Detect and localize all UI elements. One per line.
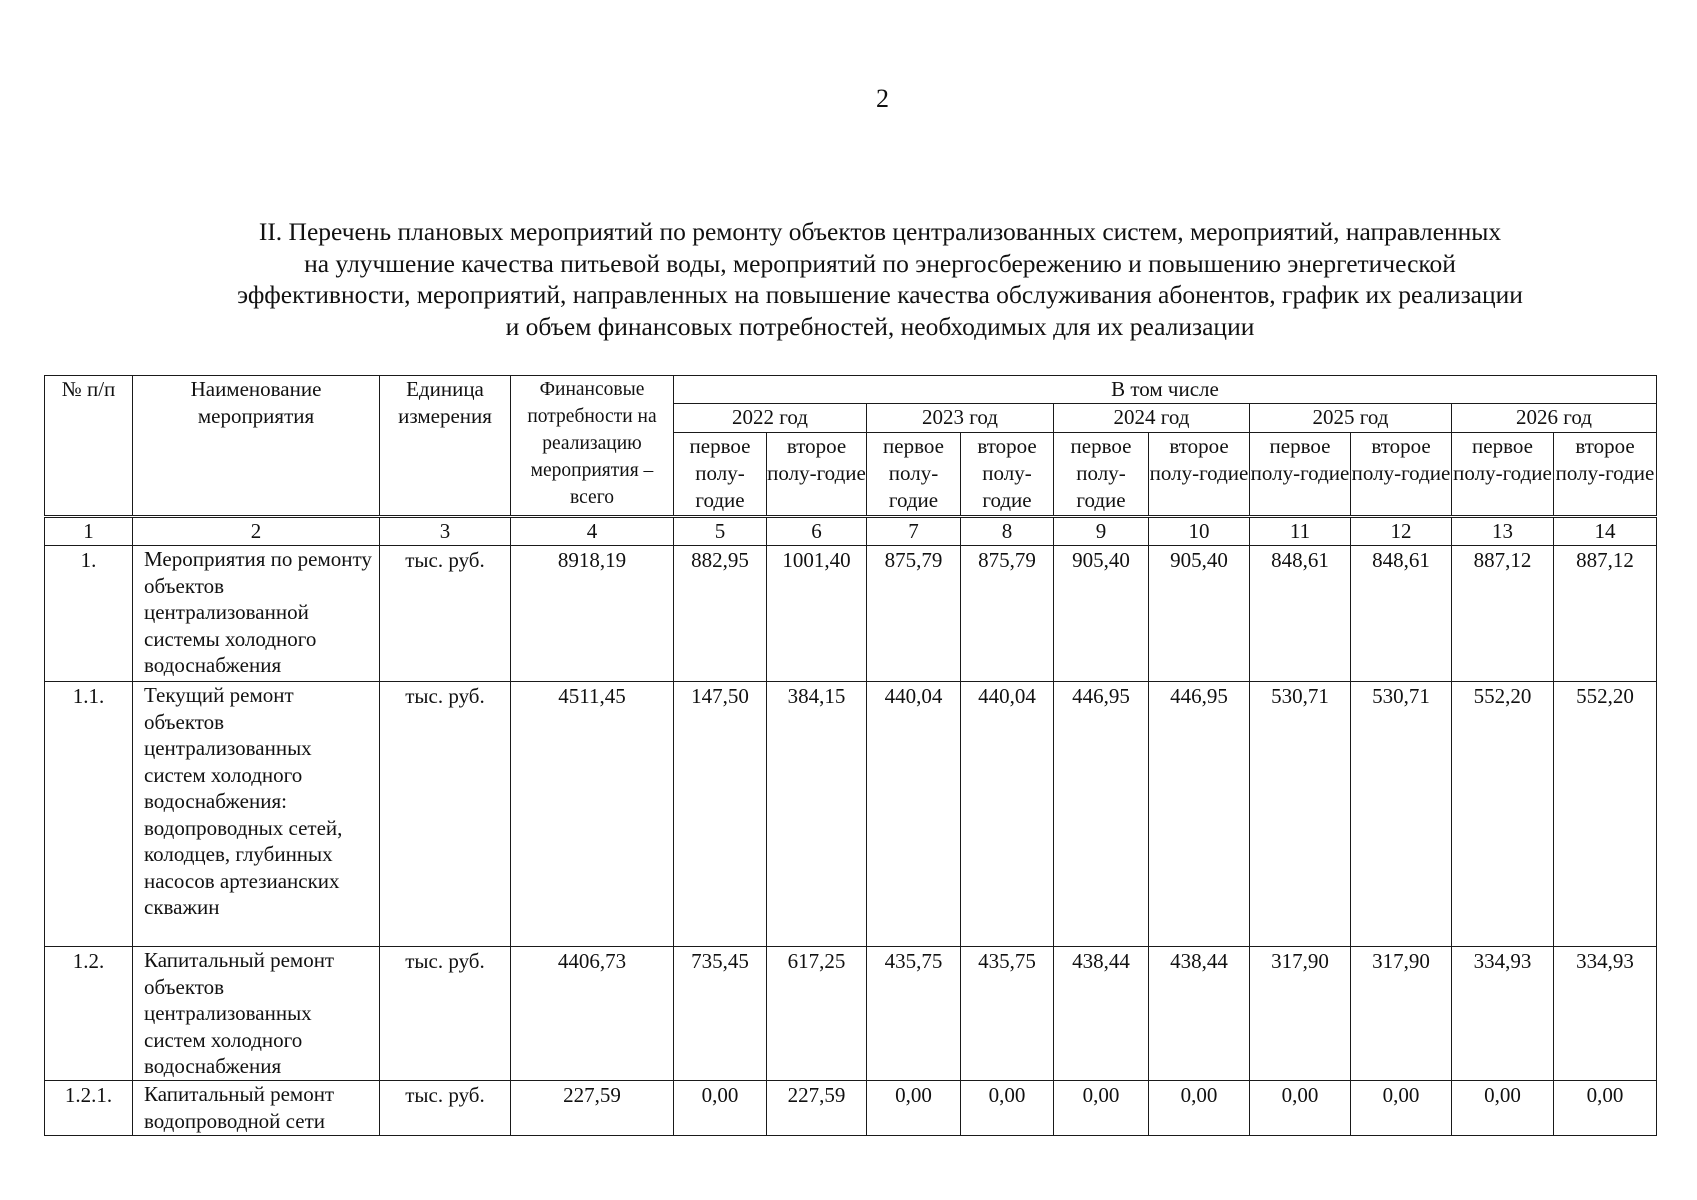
row-value: 227,59 (767, 1081, 867, 1136)
column-number-row (45, 517, 1657, 546)
header-name: Наименование мероприятия (133, 376, 380, 517)
column-number: 7 (867, 517, 961, 546)
row-name: Капитальный ремонт водопроводной сети (133, 1081, 380, 1136)
column-number: 9 (1054, 517, 1149, 546)
heading-line: II. Перечень плановых мероприятий по ремонту объектов централизованных систем, мероприятий, направленных (258, 217, 1502, 246)
column-number: 11 (1250, 517, 1351, 546)
row-total: 4406,73 (511, 947, 674, 1081)
column-number: 12 (1351, 517, 1452, 546)
header-num: № п/п (45, 376, 133, 517)
header-first-half: первое полу-годие (1250, 433, 1351, 517)
row-value: 848,61 (1351, 546, 1452, 682)
row-value: 887,12 (1554, 546, 1657, 682)
header-second-half: второе полу-годие (767, 433, 867, 517)
header-year: 2025 год (1250, 404, 1452, 433)
row-value: 530,71 (1351, 682, 1452, 947)
row-number: 1.2. (45, 947, 133, 1081)
table-row (45, 1081, 1657, 1136)
column-number: 1 (45, 517, 133, 546)
row-value: 0,00 (1351, 1081, 1452, 1136)
header-first-half: первое полу-годие (1054, 433, 1149, 517)
header-including: В том числе (674, 376, 1657, 404)
table-row (45, 947, 1657, 1081)
row-value: 552,20 (1452, 682, 1554, 947)
table-row (45, 682, 1657, 947)
header-second-half: второе полу-годие (1149, 433, 1250, 517)
header-year: 2024 год (1054, 404, 1250, 433)
header-unit: Единица измерения (380, 376, 511, 517)
row-value: 0,00 (1554, 1081, 1657, 1136)
row-value: 882,95 (674, 546, 767, 682)
header-total: Финансовые потребности на реализацию мероприятия – всего (511, 376, 674, 517)
row-value: 0,00 (867, 1081, 961, 1136)
row-name: Капитальный ремонт объектов централизованных систем холодного водоснабжения (133, 947, 380, 1081)
row-value: 875,79 (961, 546, 1054, 682)
row-value: 0,00 (1149, 1081, 1250, 1136)
row-unit: тыс. руб. (380, 947, 511, 1081)
row-value: 440,04 (961, 682, 1054, 947)
header-first-half: первое полу-годие (1452, 433, 1554, 517)
table-row (45, 546, 1657, 682)
row-value: 435,75 (867, 947, 961, 1081)
row-value: 552,20 (1554, 682, 1657, 947)
header-year: 2022 год (674, 404, 867, 433)
row-value: 446,95 (1054, 682, 1149, 947)
row-value: 440,04 (867, 682, 961, 947)
row-value: 0,00 (1054, 1081, 1149, 1136)
row-unit: тыс. руб. (380, 546, 511, 682)
column-number: 3 (380, 517, 511, 546)
row-value: 875,79 (867, 546, 961, 682)
row-value: 317,90 (1250, 947, 1351, 1081)
row-value: 334,93 (1554, 947, 1657, 1081)
column-number: 14 (1554, 517, 1657, 546)
row-value: 446,95 (1149, 682, 1250, 947)
header-second-half: второе полу-годие (1554, 433, 1657, 517)
column-number: 10 (1149, 517, 1250, 546)
header-year: 2023 год (867, 404, 1054, 433)
column-number: 13 (1452, 517, 1554, 546)
row-unit: тыс. руб. (380, 682, 511, 947)
header-second-half: второе полу-годие (961, 433, 1054, 517)
header-first-half: первое полу-годие (674, 433, 767, 517)
heading-line: и объем финансовых потребностей, необходимых для их реализации (505, 311, 1255, 341)
section-heading (100, 216, 1660, 342)
row-number: 1. (45, 546, 133, 682)
row-value: 530,71 (1250, 682, 1351, 947)
row-value: 438,44 (1054, 947, 1149, 1081)
row-value: 735,45 (674, 947, 767, 1081)
row-value: 317,90 (1351, 947, 1452, 1081)
row-value: 1001,40 (767, 546, 867, 682)
column-number: 6 (767, 517, 867, 546)
header-second-half: второе полу-годие (1351, 433, 1452, 517)
row-name: Текущий ремонт объектов централизованных систем холодного водоснабжения: водопроводных сетей, колодцев, глубинных насосов артезианских скважин (133, 682, 380, 947)
column-number: 2 (133, 517, 380, 546)
row-value: 438,44 (1149, 947, 1250, 1081)
header-first-half: первое полу-годие (867, 433, 961, 517)
row-name: Мероприятия по ремонту объектов централизованной системы холодного водоснабжения (133, 546, 380, 682)
row-value: 435,75 (961, 947, 1054, 1081)
row-value: 617,25 (767, 947, 867, 1081)
row-value: 905,40 (1054, 546, 1149, 682)
row-number: 1.1. (45, 682, 133, 947)
column-number: 8 (961, 517, 1054, 546)
heading-line: на улучшение качества питьевой воды, мероприятий по энергосбережению и повышению энергетической (304, 248, 1456, 278)
row-value: 848,61 (1250, 546, 1351, 682)
row-total: 227,59 (511, 1081, 674, 1136)
row-value: 905,40 (1149, 546, 1250, 682)
row-number: 1.2.1. (45, 1081, 133, 1136)
row-value: 147,50 (674, 682, 767, 947)
row-total: 8918,19 (511, 546, 674, 682)
header-year: 2026 год (1452, 404, 1657, 433)
column-number: 4 (511, 517, 674, 546)
row-value: 0,00 (961, 1081, 1054, 1136)
row-value: 0,00 (674, 1081, 767, 1136)
page-number: 2 (876, 84, 889, 113)
row-unit: тыс. руб. (380, 1081, 511, 1136)
row-total: 4511,45 (511, 682, 674, 947)
plan-table (44, 375, 1657, 1136)
row-value: 384,15 (767, 682, 867, 947)
row-value: 0,00 (1250, 1081, 1351, 1136)
row-value: 0,00 (1452, 1081, 1554, 1136)
column-number: 5 (674, 517, 767, 546)
row-value: 887,12 (1452, 546, 1554, 682)
heading-line: эффективности, мероприятий, направленных на повышение качества обслуживания абонентов, график их реализации (237, 280, 1523, 309)
row-value: 334,93 (1452, 947, 1554, 1081)
